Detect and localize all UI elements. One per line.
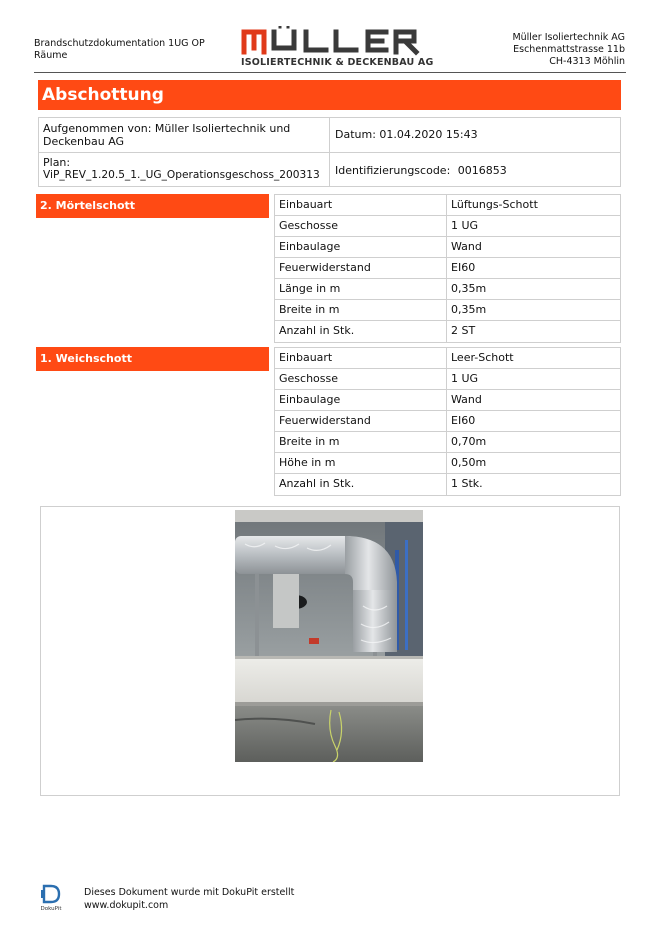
- page-title: Abschottung: [38, 80, 621, 110]
- table-row: [275, 321, 620, 342]
- table-row: [275, 369, 620, 390]
- property-value: 0,35m: [451, 282, 487, 295]
- property-value: 1 UG: [451, 219, 479, 232]
- company-address: [512, 32, 625, 68]
- property-key: Einbaulage: [279, 393, 341, 406]
- property-value: EI60: [451, 261, 476, 274]
- plan-info: [43, 156, 328, 182]
- property-value: 0,35m: [451, 303, 487, 316]
- company-logo-subtitle: ISOLIERTECHNIK & DECKENBAU AG: [241, 57, 434, 68]
- identification-code-value: 0016853: [457, 164, 507, 177]
- info-table: [38, 117, 621, 187]
- section-label-moertelschott: 2. Mörtelschott: [36, 194, 269, 218]
- property-table-moertelschott: [274, 194, 621, 343]
- site-photo: [235, 510, 423, 762]
- table-row: [275, 195, 620, 216]
- plan-label: Plan:: [43, 156, 71, 169]
- property-key: Anzahl in Stk.: [279, 477, 355, 490]
- property-value: Leer-Schott: [451, 351, 514, 364]
- property-key: Länge in m: [279, 282, 341, 295]
- document-title: [34, 38, 205, 62]
- table-row: [275, 432, 620, 453]
- property-value: Wand: [451, 240, 482, 253]
- table-row: [275, 390, 620, 411]
- property-value: 1 Stk.: [451, 477, 483, 490]
- table-row: [275, 279, 620, 300]
- table-row: [275, 474, 620, 495]
- property-key: Breite in m: [279, 303, 340, 316]
- property-value: 0,70m: [451, 435, 487, 448]
- company-city: CH-4313 Möhlin: [549, 56, 625, 67]
- footer-note: [84, 886, 294, 912]
- property-value: Wand: [451, 393, 482, 406]
- plan-value: ViP_REV_1.20.5_1._UG_Operationsgeschoss_200313: [43, 169, 320, 181]
- table-row: [275, 258, 620, 279]
- property-key: Breite in m: [279, 435, 340, 448]
- recorded-by: [43, 122, 323, 148]
- company-street: Eschenmattstrasse 11b: [513, 44, 625, 55]
- table-row: [275, 237, 620, 258]
- property-key: Feuerwiderstand: [279, 414, 371, 427]
- identification-code: [335, 164, 507, 177]
- identification-code-label: Identifizierungscode:: [335, 164, 451, 177]
- property-table-weichschott: [274, 347, 621, 496]
- company-name: Müller Isoliertechnik AG: [512, 32, 625, 43]
- recorded-by-line1: Aufgenommen von: Müller Isoliertechnik und: [43, 122, 291, 135]
- table-row: [275, 300, 620, 321]
- record-date: Datum: 01.04.2020 15:43: [335, 128, 478, 141]
- property-value: EI60: [451, 414, 476, 427]
- property-value: 1 UG: [451, 372, 479, 385]
- property-key: Anzahl in Stk.: [279, 324, 355, 337]
- property-key: Einbaulage: [279, 240, 341, 253]
- header-divider: [34, 72, 626, 73]
- dokupit-logo: [35, 884, 67, 912]
- property-key: Geschosse: [279, 219, 339, 232]
- property-key: Einbauart: [279, 351, 333, 364]
- table-row: [275, 348, 620, 369]
- property-key: Einbauart: [279, 198, 333, 211]
- recorded-by-line2: Deckenbau AG: [43, 135, 125, 148]
- footer-link[interactable]: www.dokupit.com: [84, 900, 169, 911]
- section-label-weichschott: 1. Weichschott: [36, 347, 269, 371]
- document-title-line2: Räume: [34, 50, 68, 61]
- property-key: Geschosse: [279, 372, 339, 385]
- property-key: Höhe in m: [279, 456, 336, 469]
- property-value: 2 ST: [451, 324, 476, 337]
- document-title-line1: Brandschutzdokumentation 1UG OP: [34, 38, 205, 49]
- table-row: [275, 453, 620, 474]
- dokupit-logo-text: DokuPit: [40, 906, 62, 912]
- property-key: Feuerwiderstand: [279, 261, 371, 274]
- property-value: 0,50m: [451, 456, 487, 469]
- table-row: [275, 411, 620, 432]
- property-value: Lüftungs-Schott: [451, 198, 538, 211]
- info-table-divider-horizontal: [39, 152, 620, 153]
- footer-line1: Dieses Dokument wurde mit DokuPit erstellt: [84, 887, 295, 898]
- table-row: [275, 216, 620, 237]
